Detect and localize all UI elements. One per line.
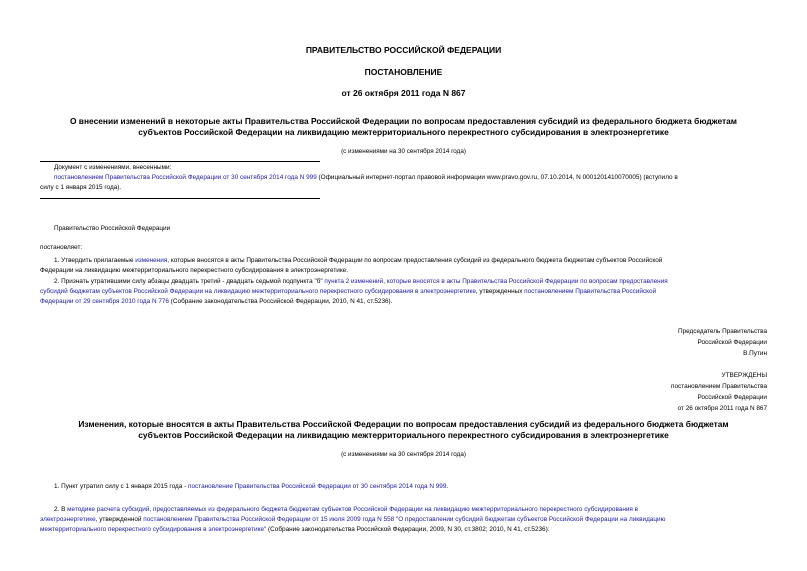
paragraph-1	[40, 256, 768, 276]
p2-link[interactable]: пункта 2 изменений, которые вносятся в акты Правительства Российской Федерации по вопросам предоставления	[324, 278, 668, 285]
item2-link-cont[interactable]: электроэнергетике	[40, 516, 96, 523]
approval-line-3: Российской Федерации	[697, 394, 767, 401]
changes-rest-1: (Официальный интернет-портал правовой информации www.pravo.gov.ru, 07.10.2014, N 0001201410070005) (вступило в	[316, 174, 678, 181]
document-title-line-1: О внесении изменений в некоторые акты Правительства Российской Федерации по вопросам предоставления субсидий из федерального бюджета бюджетам	[69, 116, 738, 126]
p1-link[interactable]: изменения	[135, 257, 168, 264]
changes-link[interactable]: постановлением Правительства Российской Федерации от 30 сентября 2014 года N 999	[54, 174, 317, 181]
annex-amendment-note: (с изменениями на 30 сентября 2014 года)	[341, 451, 466, 458]
approval-line-1: УТВЕРЖДЕНЫ	[721, 372, 767, 379]
issuer: Правительство Российской Федерации	[54, 225, 171, 232]
government-heading: ПРАВИТЕЛЬСТВО РОССИЙСКОЙ ФЕДЕРАЦИИ	[305, 45, 502, 55]
signature-line-2: Российской Федерации	[697, 339, 767, 346]
approval-block	[671, 370, 767, 414]
decides: постановляет:	[40, 244, 83, 251]
approval-line-2: постановлением Правительства	[671, 383, 767, 390]
p1-text-a: 1. Утвердить прилагаемые	[54, 257, 136, 264]
document-title-line-2: субъектов Российской Федерации на ликвидацию межтерриториального перекрестного субсидирования в электроэнергетике	[138, 127, 669, 137]
item2-link-2[interactable]: постановлением Правительства Российской Федерации от 15 июля 2009 года N 558 "О предоставлении субсидий бюджетам субъектов Российской Федерации на ликвидацию	[143, 516, 666, 523]
annex-item-1	[40, 482, 768, 492]
amendment-note: (с изменениями на 30 сентября 2014 года)	[341, 148, 466, 155]
item1-text-b: .	[446, 483, 449, 490]
p2-text-c: (Собрание законодательства Российской Федерации, 2010, N 41, ст.5236).	[169, 298, 393, 305]
p2-text-a: 2. Признать утратившими силу абзацы двадцать третий - двадцать седьмой подпункта "б"	[54, 278, 325, 285]
signature-line-1: Председатель Правительства	[678, 328, 767, 335]
item2-text-b: , утвержденной	[95, 516, 144, 523]
p2-link-2[interactable]: субсидий бюджетам субъектов Российской Федерации на ликвидацию межтерриториального перекрестного субсидирования в электроэнергетике	[40, 288, 476, 295]
p1-text-c: Федерации на ликвидацию межтерриториального перекрестного субсидирования в электроэнергетике.	[40, 267, 349, 274]
paragraph-2	[40, 277, 768, 307]
signature-block	[678, 326, 767, 359]
item1-text-a: 1. Пункт утратил силу с 1 января 2015 года -	[54, 483, 188, 490]
item2-link[interactable]: методике расчета субсидий, предоставляемых из федерального бюджета бюджетам субъектов Российской Федерации на ликвидацию межтерриториального перекрестного субсидирования в	[67, 506, 639, 513]
changes-intro: Документ с изменениями, внесенными:	[54, 164, 172, 171]
annex-title	[30, 419, 777, 441]
p1-text-b: , которые вносятся в акты Правительства Российской Федерации по вопросам предоставления субсидий из федерального бюджета бюджетам субъектов Российской	[167, 257, 663, 264]
changes-rest-2: силу с 1 января 2015 года).	[40, 184, 122, 191]
p2-link-3[interactable]: постановлением Правительства Российской	[524, 288, 657, 295]
item1-link[interactable]: постановление Правительства Российской Федерации от 30 сентября 2014 года N 999	[188, 483, 447, 490]
annex-title-line-1: Изменения, которые вносятся в акты Правительства Российской Федерации по вопросам предоставления субсидий из федерального бюджета бюджетам	[78, 419, 729, 429]
divider-bottom	[40, 198, 320, 199]
document-title	[30, 116, 777, 138]
item2-text-c: (Собрание законодательства Российской Федерации, 2009, N 30, ст.3802; 2010, N 41, ст.5236):	[266, 526, 550, 533]
changes-box	[40, 163, 768, 193]
annex-item-2	[40, 505, 768, 535]
annex-title-line-2: субъектов Российской Федерации на ликвидацию межтерриториального перекрестного субсидирования в электроэнергетике	[138, 430, 669, 440]
divider-top	[40, 161, 320, 162]
changes-line	[54, 173, 768, 183]
p2-text-b: , утвержденных	[475, 288, 525, 295]
p2-link-4[interactable]: Федерации от 29 сентября 2010 года N 776	[40, 298, 169, 305]
item2-text-a: 2. В	[54, 506, 68, 513]
item2-link-3[interactable]: межтерриториального перекрестного субсидирования в электроэнергетике"	[40, 526, 267, 533]
signature-line-3: В.Путин	[743, 350, 767, 357]
document-type-heading: ПОСТАНОВЛЕНИЕ	[364, 67, 443, 77]
approval-line-4: от 26 октября 2011 года N 867	[677, 405, 767, 412]
document-date-number: от 26 октября 2011 года N 867	[341, 88, 466, 98]
